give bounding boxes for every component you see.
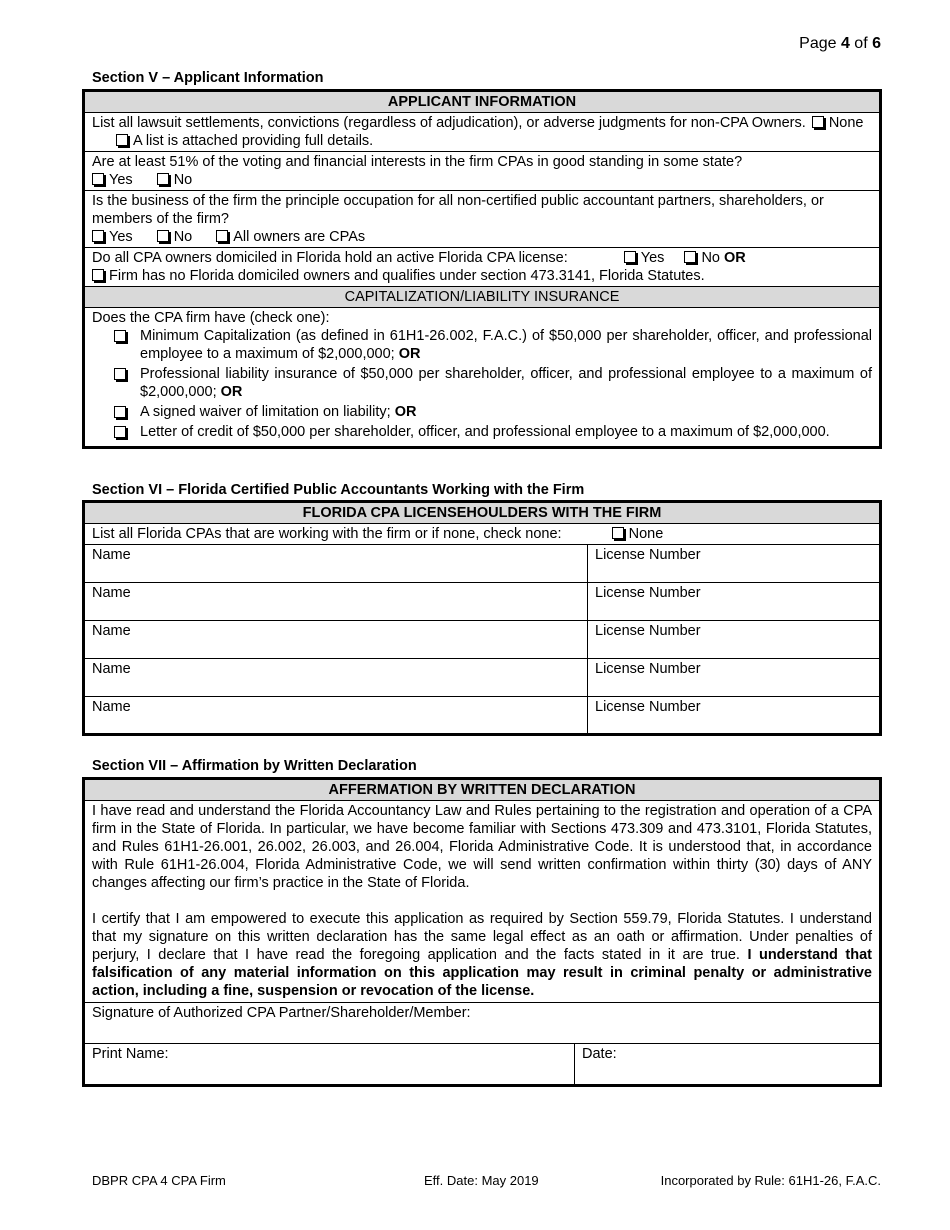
lawsuit-none-checkbox[interactable] [812,116,824,128]
florida-license-question: Do all CPA owners domiciled in Florida hold an active Florida CPA license: Yes No OR Firm has no Florida domiciled owners and qualifies under section 473.3141, Florida Statutes. [84,248,881,287]
florida-license-yes-checkbox[interactable] [624,251,636,263]
cpa-license-number-field[interactable]: License Number [588,621,881,659]
capitalization-question: Does the CPA firm have (check one): Minimum Capitalization (as defined in 61H1-26.002, F.A.C.) of $50,000 per shareholder, officer, and professional employee to a maximum of $2,000,000; OR Professional liability insurance of $50,000 per shareholder, officer, and professional employee to a maximum of $2,000,000; OR A signed waiver of limitation on liability; OR Letter of credit of $50,000 per shareholder, officer, and professional employee to a maximum of $2,000,000. [84,308,881,448]
cpa-license-number-field[interactable]: License Number [588,545,881,583]
cpa-name-field[interactable]: Name [84,659,588,697]
affirmation-paragraph-1: I have read and understand the Florida Accountancy Law and Rules pertaining to the registration and operation of a CPA firm in the State of Florida. In particular, we have become familiar with Sections 473.309 and 473.3101, Florida Statutes, and Rules 61H1-26.001, 26.002, 26.003, and 26.004, Florida Administrative Code. It is understood that, in accordance with Rule 61H1-26.004, Florida Administrative Code, we will send written confirmation within thirty (30) days of ANY changes affecting our firm’s practice in the State of Florida. [92,803,872,891]
cpa-name-field[interactable]: Name [84,621,588,659]
liability-insurance-checkbox[interactable] [114,368,126,380]
cpa-name-field[interactable]: Name [84,545,588,583]
cpa-interest-yes-checkbox[interactable] [92,173,104,185]
applicant-information-table [82,89,882,449]
affirmation-text [84,801,881,1003]
date-field[interactable]: Date: [575,1044,881,1086]
cap-option-minimum-capitalization: Minimum Capitalization (as defined in 61H1-26.002, F.A.C.) of $50,000 per shareholder, officer, and professional employee to a maximum of $2,000,000; OR [112,327,872,363]
no-florida-owners-checkbox[interactable] [92,269,104,281]
cpa-license-number-field[interactable]: License Number [588,583,881,621]
footer-effective-date: Eff. Date: May 2019 [424,1173,539,1188]
affirmation-header: AFFERMATION BY WRITTEN DECLARATION [84,779,881,801]
florida-license-no-checkbox[interactable] [684,251,696,263]
principal-occupation-question: Is the business of the firm the principle occupation for all non-certified public accountant partners, shareholders, or members of the firm? Yes No All owners are CPAs [84,191,881,248]
cpa-name-field[interactable]: Name [84,697,588,735]
signed-waiver-checkbox[interactable] [114,406,126,418]
occupation-no-checkbox[interactable] [157,230,169,242]
footer-form-id: DBPR CPA 4 CPA Firm [92,1173,226,1188]
lawsuit-question: List all lawsuit settlements, convictions (regardless of adjudication), or adverse judgments for non-CPA Owners. None A list is attached providing full details. [84,113,881,152]
affirmation-paragraph-2: I certify that I am empowered to execute this application as required by Section 559.79, Florida Statutes. I understand that my signature on this written declaration has the same legal effect as an oath or affirmation. Under penalties of perjury, I declare that I have read the foregoing application and the facts stated in it are true. I understand that falsification of any material information on this application may result in criminal penalty or administrative action, including a fine, suspension or revocation of the license. [92,911,872,999]
cap-option-letter-of-credit: Letter of credit of $50,000 per shareholder, officer, and professional employee to a maximum of $2,000,000. [112,423,872,441]
occupation-yes-checkbox[interactable] [92,230,104,242]
cpa-licenseholders-header: FLORIDA CPA LICENSEHOULDERS WITH THE FIRM [84,502,881,524]
no-cpas-checkbox[interactable] [612,527,624,539]
cpa-license-number-field[interactable]: License Number [588,659,881,697]
section-v-title: Section V – Applicant Information [92,70,324,86]
letter-of-credit-checkbox[interactable] [114,426,126,438]
capitalization-header: CAPITALIZATION/LIABILITY INSURANCE [84,287,881,308]
applicant-information-header: APPLICANT INFORMATION [84,91,881,113]
cpa-interest-no-checkbox[interactable] [157,173,169,185]
footer-rule-reference: Incorporated by Rule: 61H1-26, F.A.C. [660,1173,881,1188]
affirmation-table [82,777,882,1087]
signature-field[interactable]: Signature of Authorized CPA Partner/Shareholder/Member: [84,1003,881,1044]
cap-option-signed-waiver: A signed waiver of limitation on liability; OR [112,403,872,421]
section-vii-title: Section VII – Affirmation by Written Declaration [92,758,417,774]
minimum-capitalization-checkbox[interactable] [114,330,126,342]
lawsuit-list-attached-checkbox[interactable] [116,134,128,146]
print-name-field[interactable]: Print Name: [84,1044,575,1086]
cpa-name-field[interactable]: Name [84,583,588,621]
cpa-licenseholders-table [82,500,882,736]
page-number: Page 4 of 6 [799,35,881,52]
cap-option-liability-insurance: Professional liability insurance of $50,000 per shareholder, officer, and professional employee to a maximum of $2,000,000; OR [112,365,872,401]
section-vi-title: Section VI – Florida Certified Public Accountants Working with the Firm [92,482,585,498]
all-owners-cpas-checkbox[interactable] [216,230,228,242]
cpa-license-number-field[interactable]: License Number [588,697,881,735]
cpa-interest-question: Are at least 51% of the voting and financial interests in the firm CPAs in good standing in some state? Yes No [84,152,881,191]
cpa-list-instruction: List all Florida CPAs that are working with the firm or if none, check none: None [84,524,881,545]
